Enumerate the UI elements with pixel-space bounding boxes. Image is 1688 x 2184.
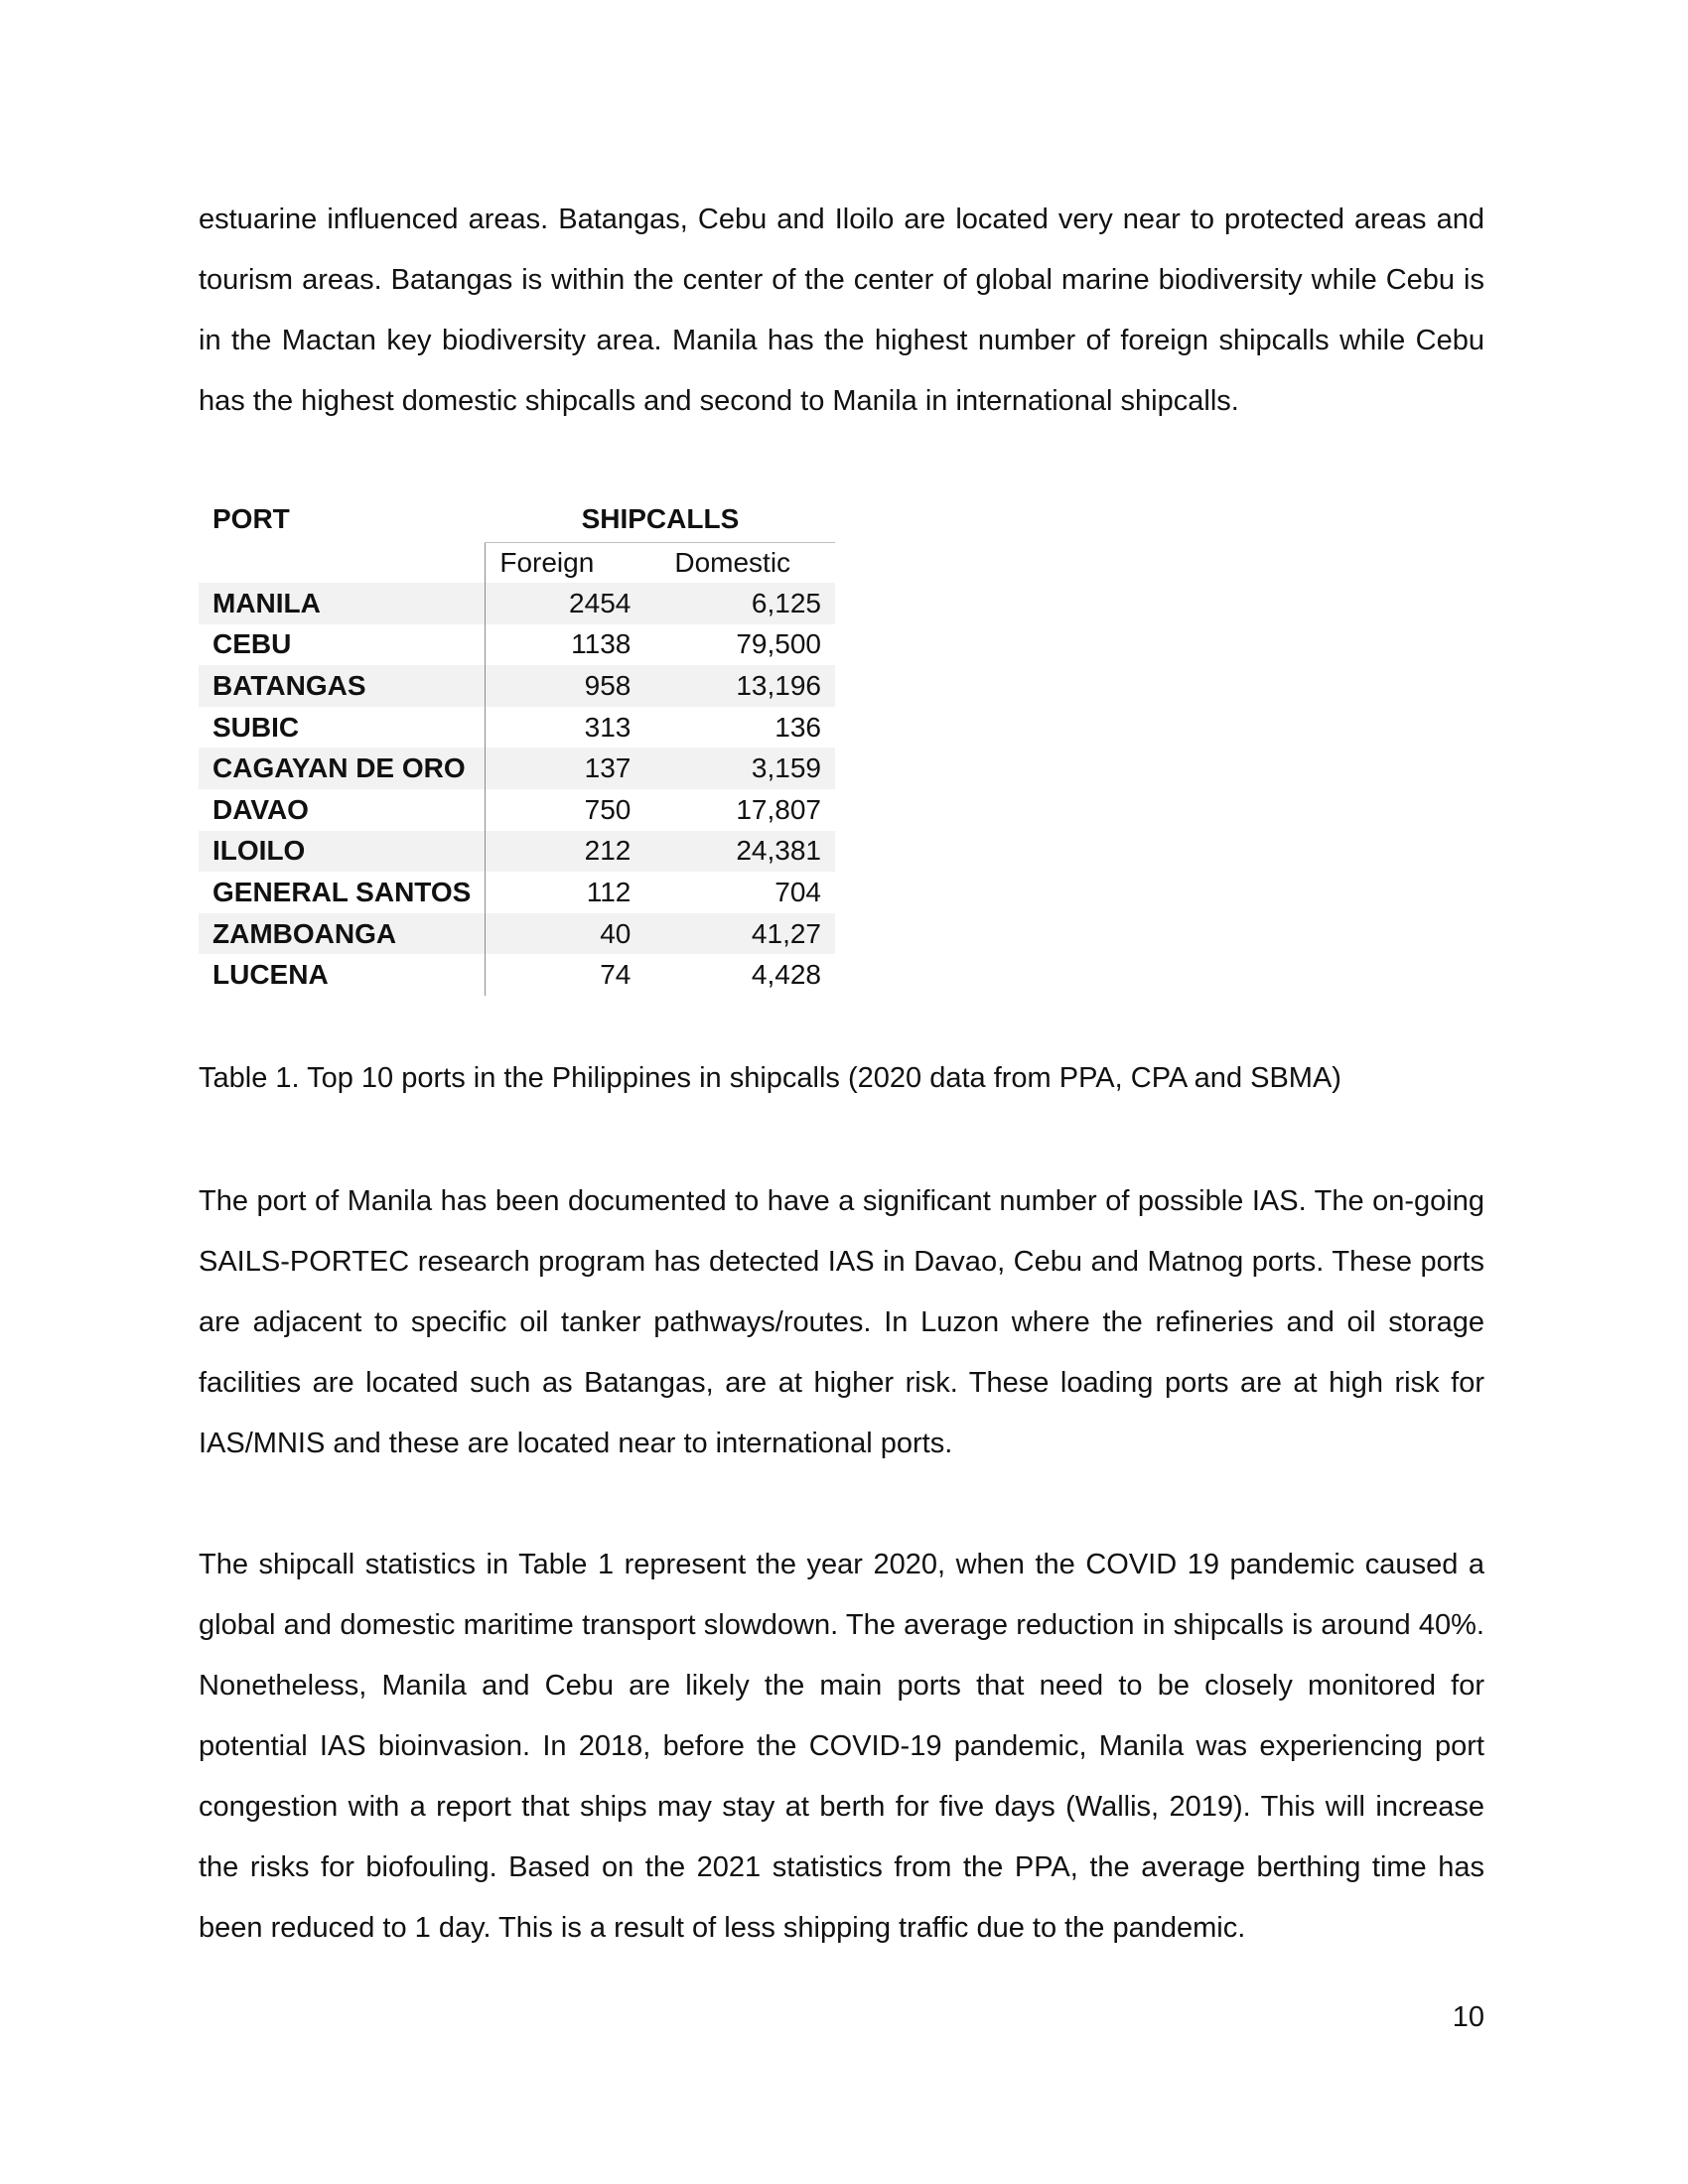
table-row [199, 831, 835, 873]
port-name-cell: DAVAO [199, 789, 486, 831]
port-name-cell: GENERAL SANTOS [199, 872, 486, 913]
port-name-cell: SUBIC [199, 707, 486, 749]
domestic-shipcalls-cell: 79,500 [644, 624, 835, 666]
foreign-shipcalls-cell: 74 [486, 954, 645, 996]
foreign-shipcalls-cell: 1138 [486, 624, 645, 666]
subheader-blank-cell [199, 543, 486, 584]
foreign-shipcalls-cell: 958 [486, 665, 645, 707]
page-number: 10 [1452, 2001, 1484, 2033]
foreign-shipcalls-cell: 212 [486, 831, 645, 873]
domestic-shipcalls-cell: 136 [644, 707, 835, 749]
shipcalls-table [199, 496, 835, 996]
table-row [199, 954, 835, 996]
table-header-row [199, 496, 835, 543]
table-subheader-row [199, 543, 835, 584]
domestic-shipcalls-cell: 24,381 [644, 831, 835, 873]
table-row [199, 872, 835, 913]
domestic-subheader: Domestic [644, 543, 835, 584]
foreign-shipcalls-cell: 2454 [486, 583, 645, 624]
table-row [199, 665, 835, 707]
domestic-shipcalls-cell: 6,125 [644, 583, 835, 624]
paragraph-intro: estuarine influenced areas. Batangas, Cebu and Iloilo are located very near to protected areas and tourism areas. Batangas is within the center of the center of global marine biodiversity while Cebu is in the Mactan key biodiversity area. Manila has the highest number of foreign shipcalls while Cebu has the highest domestic shipcalls and second to Manila in international shipcalls. [199, 204, 1484, 417]
foreign-subheader: Foreign [486, 543, 645, 584]
table-row [199, 707, 835, 749]
foreign-shipcalls-cell: 40 [486, 913, 645, 955]
port-name-cell: LUCENA [199, 954, 486, 996]
port-name-cell: MANILA [199, 583, 486, 624]
domestic-shipcalls-cell: 704 [644, 872, 835, 913]
paragraph-ias-ports: The port of Manila has been documented to have a significant number of possible IAS. The on-going SAILS-PORTEC research program has detected IAS in Davao, Cebu and Matnog ports. These ports are adjacent to specific oil tanker pathways/routes. In Luzon where the refineries and oil storage facilities are located such as Batangas, are at higher risk. These loading ports are at high risk for IAS/MNIS and these are located near to international ports. [199, 1185, 1484, 1459]
port-name-cell: CAGAYAN DE ORO [199, 748, 486, 789]
foreign-shipcalls-cell: 750 [486, 789, 645, 831]
table-row [199, 748, 835, 789]
domestic-shipcalls-cell: 4,428 [644, 954, 835, 996]
table-row [199, 789, 835, 831]
table-row [199, 624, 835, 666]
domestic-shipcalls-cell: 17,807 [644, 789, 835, 831]
foreign-shipcalls-cell: 313 [486, 707, 645, 749]
table-row [199, 913, 835, 955]
port-name-cell: ILOILO [199, 831, 486, 873]
paragraph-covid-statistics: The shipcall statistics in Table 1 represent the year 2020, when the COVID 19 pandemic caused a global and domestic maritime transport slowdown. The average reduction in shipcalls is around 40%. Nonetheless, Manila and Cebu are likely the main ports that need to be closely monitored for potential IAS bioinvasion. In 2018, before the COVID-19 pandemic, Manila was experiencing port congestion with a report that ships may stay at berth for five days (Wallis, 2019). This will increase the risks for biofouling. Based on the 2021 statistics from the PPA, the average berthing time has been reduced to 1 day. This is a result of less shipping traffic due to the pandemic. [199, 1549, 1484, 1944]
port-column-header: PORT [199, 496, 486, 543]
port-name-cell: CEBU [199, 624, 486, 666]
table-caption: Table 1. Top 10 ports in the Philippines in shipcalls (2020 data from PPA, CPA and SBMA) [199, 1062, 1341, 1094]
foreign-shipcalls-cell: 112 [486, 872, 645, 913]
port-name-cell: ZAMBOANGA [199, 913, 486, 955]
domestic-shipcalls-cell: 41,27 [644, 913, 835, 955]
foreign-shipcalls-cell: 137 [486, 748, 645, 789]
port-name-cell: BATANGAS [199, 665, 486, 707]
domestic-shipcalls-cell: 3,159 [644, 748, 835, 789]
table-row [199, 583, 835, 624]
domestic-shipcalls-cell: 13,196 [644, 665, 835, 707]
shipcalls-column-header: SHIPCALLS [486, 496, 835, 543]
